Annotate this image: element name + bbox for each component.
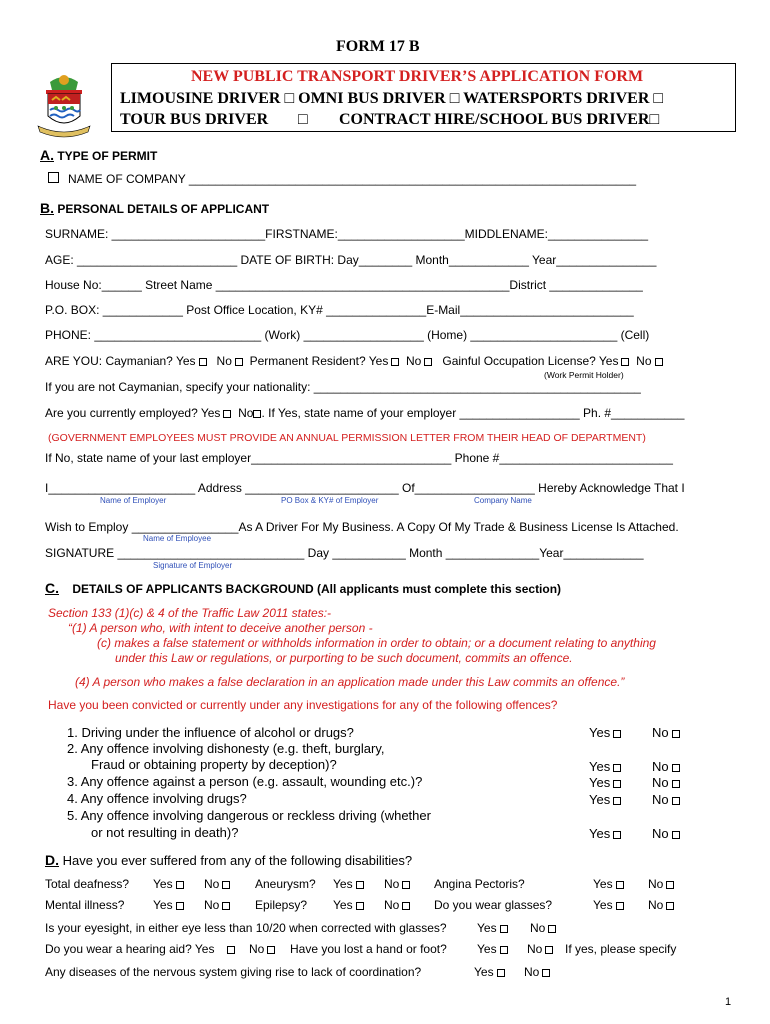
hearing-no[interactable]: No	[249, 942, 275, 956]
deafness-label: Total deafness?	[45, 877, 130, 891]
offence-2-yes[interactable]: Yes	[589, 759, 621, 774]
offence-item-1: 1. Driving under the influence of alcohol or drugs?	[67, 725, 354, 740]
caption-company: Company Name	[474, 496, 532, 505]
aneurysm-no[interactable]: No	[384, 877, 410, 891]
hand-no[interactable]: No	[527, 942, 553, 956]
phone-fields[interactable]: PHONE: _________________________ (Work) __________________ (Home) ______________________ (Cell)	[45, 328, 650, 342]
caption-signature: Signature of Employer	[153, 561, 233, 570]
name-fields[interactable]: SURNAME: _______________________FIRSTNAME:___________________MIDDLENAME:_______________	[45, 227, 649, 241]
employed-yes-checkbox[interactable]	[223, 410, 231, 418]
form-number: FORM 17 B	[336, 38, 420, 55]
nationality-field[interactable]: If you are not Caymanian, specify your nationality: _________________________________________________	[45, 380, 641, 394]
mental-no[interactable]: No	[204, 898, 230, 912]
aneurysm-yes[interactable]: Yes	[333, 877, 364, 891]
form-title: NEW PUBLIC TRANSPORT DRIVER’S APPLICATION FORM	[191, 68, 644, 85]
po-email-fields[interactable]: P.O. BOX: ____________ Post Office Location, KY# _______________E-Mail__________________________	[45, 303, 634, 317]
offence-3-yes[interactable]: Yes	[589, 775, 621, 790]
angina-yes[interactable]: Yes	[593, 877, 624, 891]
offence-item-2-cont: Fraud or obtaining property by deception)?	[91, 757, 337, 772]
law-line-1: Section 133 (1)(c) & 4 of the Traffic Law 2011 states:-	[48, 606, 332, 620]
glasses-yes[interactable]: Yes	[593, 898, 624, 912]
offences-question: Have you been convicted or currently under any investigations for any of the following offences?	[48, 698, 558, 712]
offence-item-3: 3. Any offence against a person (e.g. assault, wounding etc.)?	[67, 774, 423, 789]
law-line-4: under this Law or regulations, or purporting to be such document, commits an offence.	[115, 651, 573, 665]
offence-4-no[interactable]: No	[652, 792, 680, 807]
specify-label: If yes, please specify	[565, 942, 677, 956]
caymanian-no-checkbox[interactable]	[235, 358, 243, 366]
mental-yes[interactable]: Yes	[153, 898, 184, 912]
offence-item-5-cont: or not resulting in death)?	[91, 825, 239, 840]
law-line-3: (c) makes a false statement or withholds information in order to obtain; or a document relating to anything	[97, 636, 656, 650]
caymanian-yes-checkbox[interactable]	[199, 358, 207, 366]
section-a-heading: A. TYPE OF PERMIT	[40, 147, 158, 163]
epilepsy-no[interactable]: No	[384, 898, 410, 912]
acknowledge-line[interactable]: I______________________ Address _______________________ Of__________________ Hereby Acknowledge That I	[45, 481, 685, 495]
angina-no[interactable]: No	[648, 877, 674, 891]
page-number: 1	[725, 996, 732, 1008]
nervous-yes[interactable]: Yes	[474, 965, 505, 979]
caption-employee: Name of Employee	[143, 534, 212, 543]
gainful-yes-checkbox[interactable]	[621, 358, 629, 366]
mental-label: Mental illness?	[45, 898, 125, 912]
tour-bus-checkbox[interactable]: □	[298, 111, 308, 128]
wish-to-employ-line[interactable]: Wish to Employ ________________As A Driver For My Business. A Copy Of My Trade & Business License Is Attached.	[45, 520, 679, 534]
employment-question: Are you currently employed? Yes No . If Yes, state name of your employer __________________ Ph. #___________	[45, 406, 685, 420]
signature-line[interactable]: SIGNATURE ____________________________ Day ___________ Month ______________Year____________	[45, 546, 644, 560]
offence-4-yes[interactable]: Yes	[589, 792, 621, 807]
resident-yes-checkbox[interactable]	[391, 358, 399, 366]
law-line-2: “(1) A person who, with intent to deceive another person -	[68, 621, 373, 635]
gainful-no-checkbox[interactable]	[655, 358, 663, 366]
section-c-heading: C. DETAILS OF APPLICANTS BACKGROUND (All applicants must complete this section)	[45, 580, 562, 596]
last-employer-field[interactable]: If No, state name of your last employer______________________________ Phone #__________________________	[45, 451, 673, 465]
offence-5-yes[interactable]: Yes	[589, 826, 621, 841]
angina-label: Angina Pectoris?	[434, 877, 525, 891]
caption-pobox: PO Box & KY# of Employer	[281, 496, 379, 505]
government-note: (GOVERNMENT EMPLOYEES MUST PROVIDE AN ANNUAL PERMISSION LETTER FROM THEIR HEAD OF DEPARTMENT)	[48, 432, 646, 444]
epilepsy-label: Epilepsy?	[255, 898, 308, 912]
company-name-field[interactable]: NAME OF COMPANY ___________________________________________________________________	[68, 172, 637, 186]
address-fields[interactable]: House No:______ Street Name ____________________________________________District ______________	[45, 278, 643, 292]
offence-1-no[interactable]: No	[652, 725, 680, 740]
eyesight-label: Is your eyesight, in either eye less than 10/20 when corrected with glasses?	[45, 921, 447, 935]
offence-5-no[interactable]: No	[652, 826, 680, 841]
offence-item-4: 4. Any offence involving drugs?	[67, 791, 247, 806]
header-driver-types-line1: LIMOUSINE DRIVER □ OMNI BUS DRIVER □ WATERSPORTS DRIVER □	[120, 90, 664, 107]
hand-yes[interactable]: Yes	[477, 942, 508, 956]
aneurysm-label: Aneurysm?	[255, 877, 316, 891]
nervous-label: Any diseases of the nervous system giving rise to lack of coordination?	[45, 965, 422, 979]
offence-item-2: 2. Any offence involving dishonesty (e.g. theft, burglary,	[67, 741, 385, 756]
eyesight-no[interactable]: No	[530, 921, 556, 935]
offence-item-5: 5. Any offence involving dangerous or reckless driving (whether	[67, 808, 431, 823]
deafness-yes[interactable]: Yes	[153, 877, 184, 891]
section-d-heading: D. Have you ever suffered from any of the following disabilities?	[45, 852, 413, 868]
residency-questions: ARE YOU: Caymanian? Yes No Permanent Resident? Yes No Gainful Occupation License? Yes No	[45, 354, 663, 368]
header-driver-types-line2a: TOUR BUS DRIVER	[120, 111, 269, 128]
deafness-no[interactable]: No	[204, 877, 230, 891]
glasses-no[interactable]: No	[648, 898, 674, 912]
coat-of-arms-icon	[28, 70, 100, 140]
header-driver-types-line2b: CONTRACT HIRE/SCHOOL BUS DRIVER□	[339, 111, 660, 128]
resident-no-checkbox[interactable]	[424, 358, 432, 366]
glasses-label: Do you wear glasses?	[434, 898, 553, 912]
caption-employer: Name of Employer	[100, 496, 167, 505]
hearing-label: Do you wear a hearing aid? Yes	[45, 942, 215, 956]
nervous-no[interactable]: No	[524, 965, 550, 979]
work-permit-note: (Work Permit Holder)	[544, 370, 624, 380]
age-dob-fields[interactable]: AGE: ________________________ DATE OF BIRTH: Day________ Month____________ Year_______________	[45, 253, 657, 267]
epilepsy-yes[interactable]: Yes	[333, 898, 364, 912]
eyesight-yes[interactable]: Yes	[477, 921, 508, 935]
hand-label: Have you lost a hand or foot?	[290, 942, 447, 956]
offence-3-no[interactable]: No	[652, 775, 680, 790]
section-b-heading: B. PERSONAL DETAILS OF APPLICANT	[40, 200, 270, 216]
offence-1-yes[interactable]: Yes	[589, 725, 621, 740]
hearing-yes-checkbox[interactable]	[227, 942, 235, 956]
company-checkbox[interactable]	[48, 172, 59, 183]
offence-2-no[interactable]: No	[652, 759, 680, 774]
law-line-5: (4) A person who makes a false declaration in an application made under this Law commits an offence.”	[75, 675, 625, 689]
